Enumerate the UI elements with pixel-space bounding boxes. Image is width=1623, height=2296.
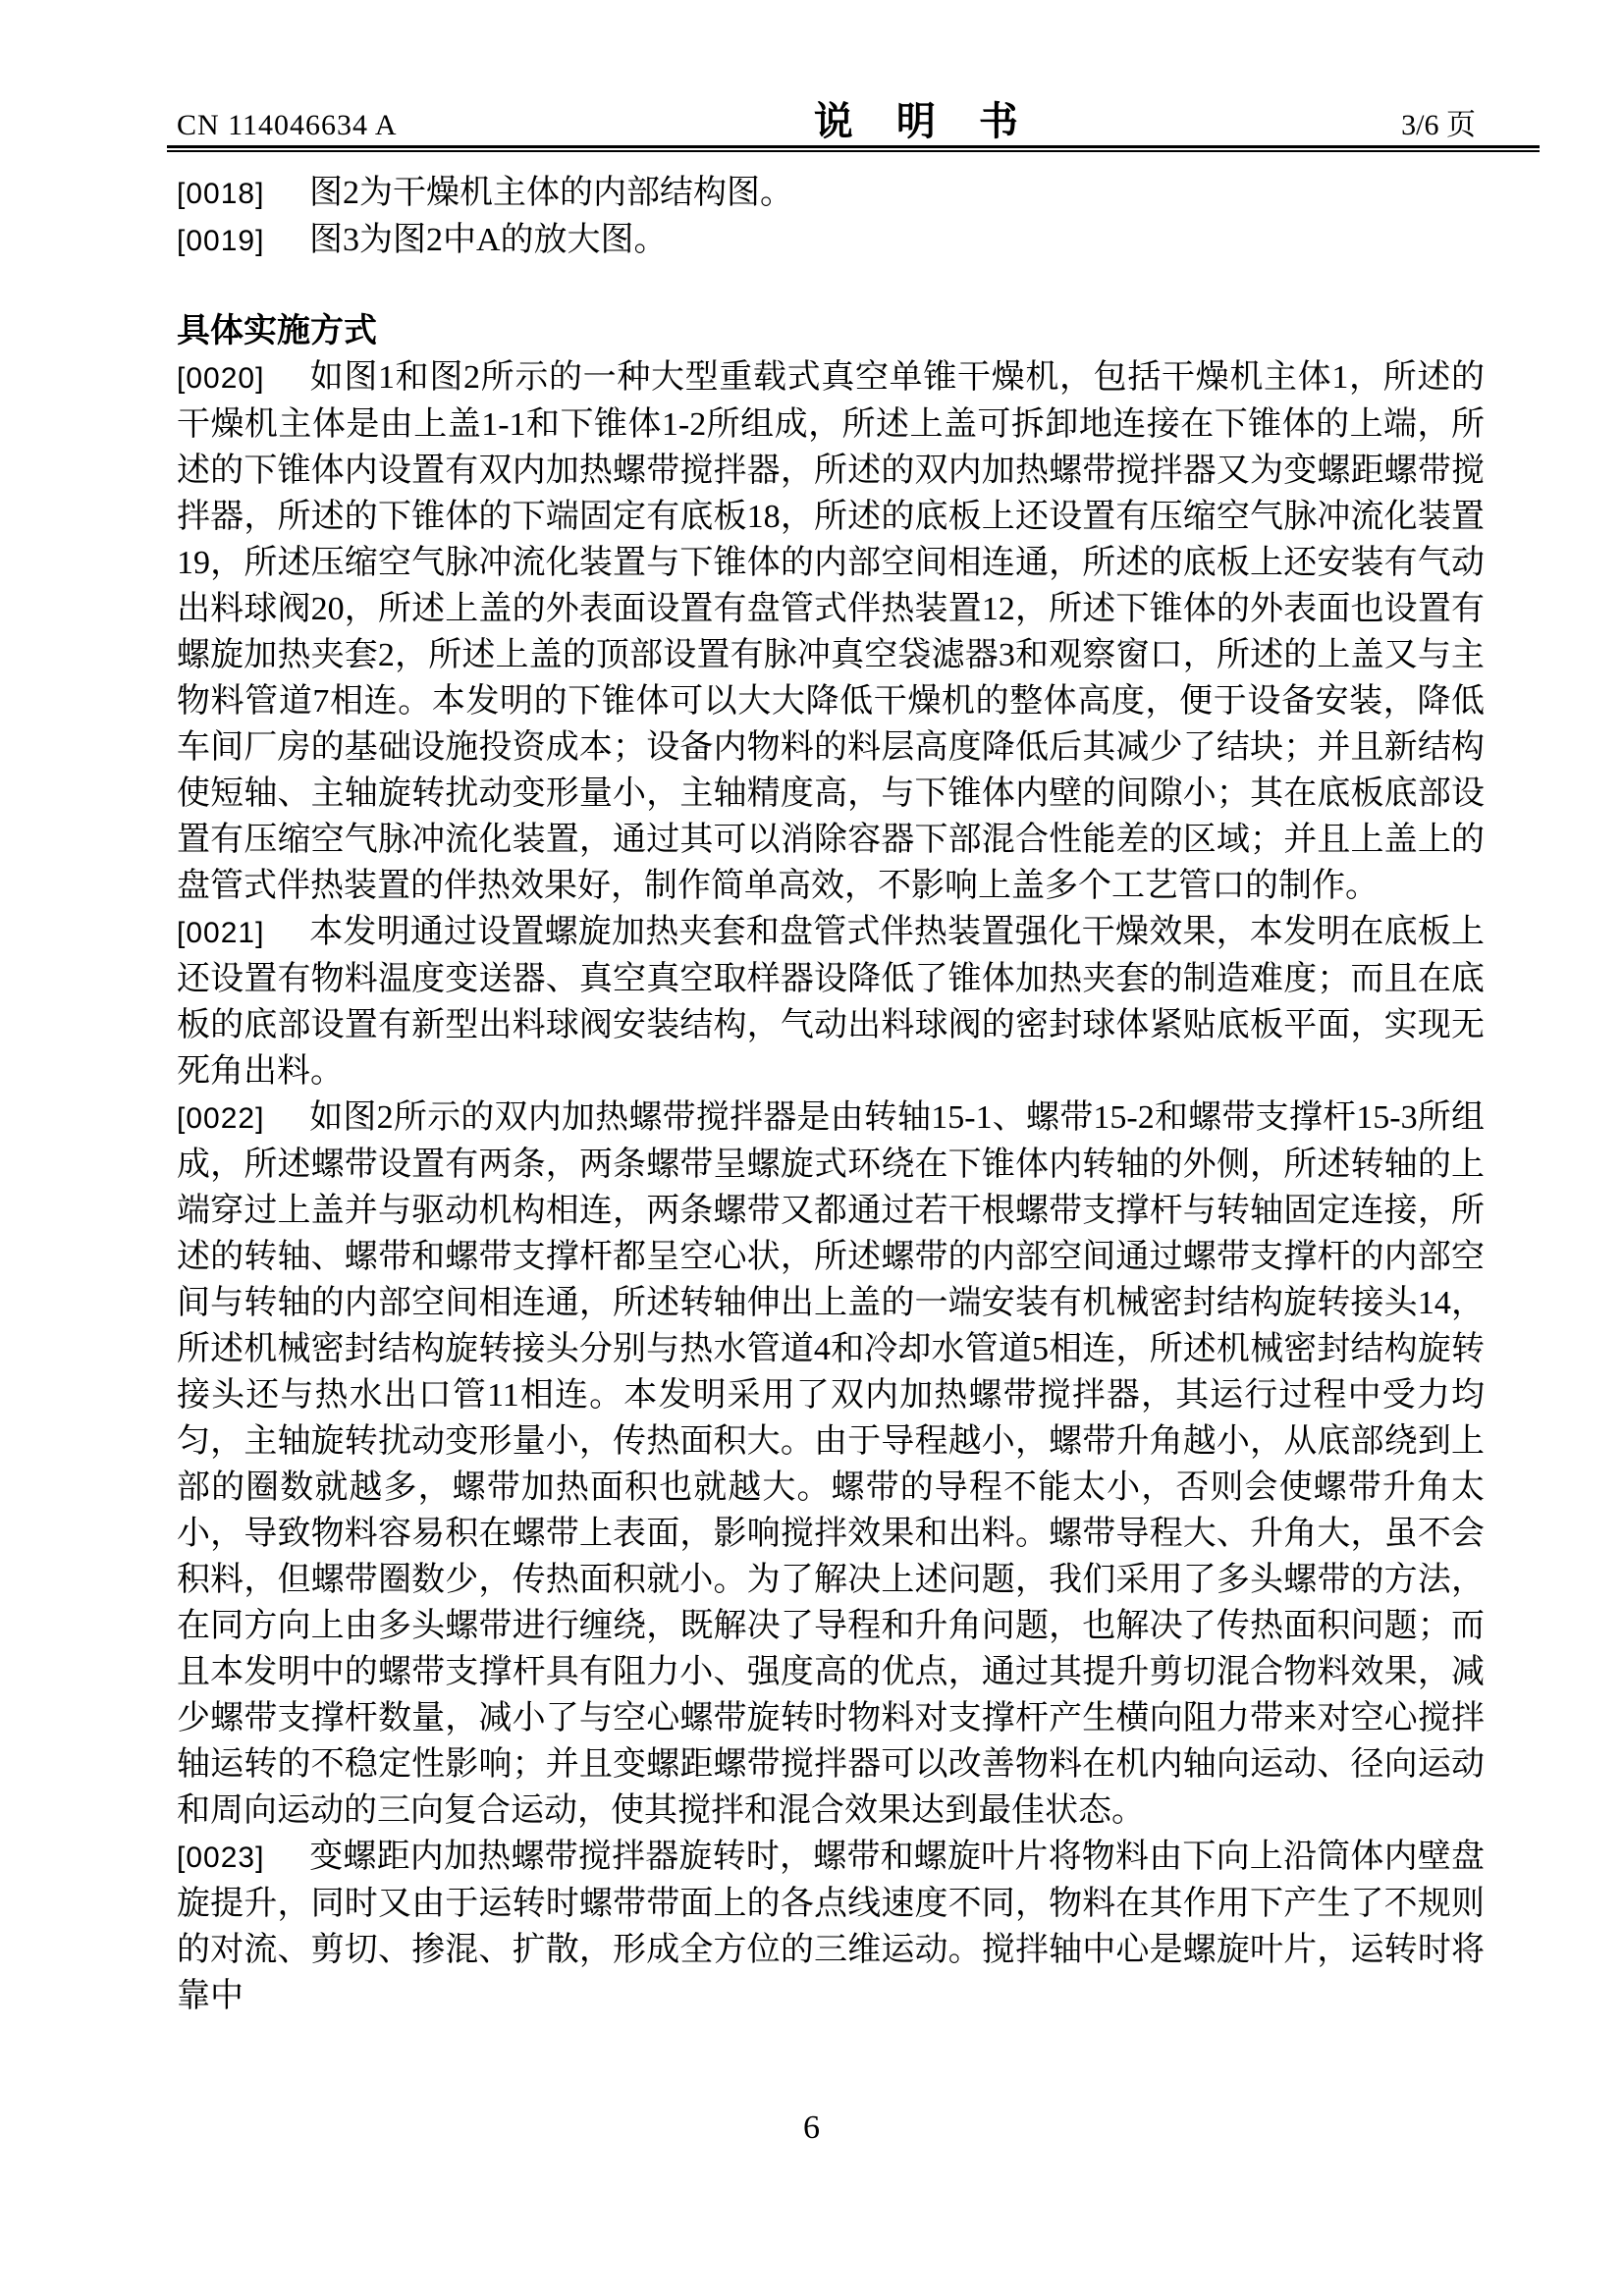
paragraph-text: 图2为干燥机主体的内部结构图。 (309, 175, 793, 211)
page-footer (0, 2109, 1623, 2148)
header-divider-rule (167, 145, 1540, 152)
document-body (177, 170, 1485, 2019)
patent-paragraph (177, 354, 1485, 909)
document-title: 说 明 书 (813, 99, 1020, 143)
paragraph-number: [0020] (177, 362, 265, 395)
page-header (177, 90, 1476, 146)
paragraph-text: 变螺距内加热螺带搅拌器旋转时，螺带和螺旋叶片将物料由下向上沿筒体内壁盘旋提升，同时又由于运转时螺带带面上的各点线速度不同，物料在其作用下产生了不规则的对流、剪切、掺混、扩散，形成全方位的三维运动。搅拌轴中心是螺旋叶片，运转时将靠中 (177, 1839, 1485, 2014)
page-indicator: 3/6 页 (1401, 109, 1476, 141)
paragraph-number: [0018] (177, 178, 265, 210)
patent-paragraph (177, 1095, 1485, 1834)
paragraph-number: [0023] (177, 1842, 265, 1874)
paragraph-number: [0021] (177, 917, 265, 949)
publication-number: CN 114046634 A (177, 109, 398, 141)
patent-paragraph (177, 909, 1485, 1095)
paragraph-text: 如图2所示的双内加热螺带搅拌器是由转轴15-1、螺带15-2和螺带支撑杆15-3所组成，所述螺带设置有两条，两条螺带呈螺旋式环绕在下锥体内转轴的外侧，所述转轴的上端穿过上盖并与驱动机构相连，两条螺带又都通过若干根螺带支撑杆与转轴固定连接，所述的转轴、螺带和螺带支撑杆都呈空心状，所述螺带的内部空间通过螺带支撑杆的内部空间与转轴的内部空间相连通，所述转轴伸出上盖的一端安装有机械密封结构旋转接头14，所述机械密封结构旋转接头分别与热水管道4和冷却水管道5相连，所述机械密封结构旋转接头还与热水出口管11相连。本发明采用了双内加热螺带搅拌器，其运行过程中受力均匀，主轴旋转扰动变形量小，传热面积大。由于导程越小，螺带升角越小，从底部绕到上部的圈数就越多，螺带加热面积也就越大。螺带的导程不能太小，否则会使螺带升角太小，导致物料容易积在螺带上表面，影响搅拌效果和出料。螺带导程大、升角大，虽不会积料，但螺带圈数少，传热面积就小。为了解决上述问题，我们采用了多头螺带的方法，在同方向上由多头螺带进行缠绕，既解决了导程和升角问题，也解决了传热面积问题；而且本发明中的螺带支撑杆具有阻力小、强度高的优点，通过其提升剪切混合物料效果，减少螺带支撑杆数量，减小了与空心螺带旋转时物料对支撑杆产生横向阻力带来对空心搅拌轴运转的不稳定性影响；并且变螺距螺带搅拌器可以改善物料在机内轴向运动、径向运动和周向运动的三向复合运动，使其搅拌和混合效果达到最佳状态。 (177, 1099, 1485, 1829)
paragraph-number: [0019] (177, 225, 265, 257)
section-heading: 具体实施方式 (177, 312, 377, 349)
page-number: 6 (803, 2109, 820, 2146)
paragraph-text: 图3为图2中A的放大图。 (309, 222, 668, 258)
paragraph-number: [0022] (177, 1102, 265, 1135)
patent-paragraph (177, 1834, 1485, 2019)
paragraph-text: 如图1和图2所示的一种大型重载式真空单锥干燥机，包括干燥机主体1，所述的干燥机主体是由上盖1-1和下锥体1-2所组成，所述上盖可拆卸地连接在下锥体的上端，所述的下锥体内设置有双内加热螺带搅拌器，所述的双内加热螺带搅拌器又为变螺距螺带搅拌器，所述的下锥体的下端固定有底板18，所述的底板上还设置有压缩空气脉冲流化装置19，所述压缩空气脉冲流化装置与下锥体的内部空间相连通，所述的底板上还安装有气动出料球阀20，所述上盖的外表面设置有盘管式伴热装置12，所述下锥体的外表面也设置有螺旋加热夹套2，所述上盖的顶部设置有脉冲真空袋滤器3和观察窗口，所述的上盖又与主物料管道7相连。本发明的下锥体可以大大降低干燥机的整体高度，便于设备安装，降低车间厂房的基础设施投资成本；设备内物料的料层高度降低后其减少了结块；并且新结构使短轴、主轴旋转扰动变形量小，主轴精度高，与下锥体内壁的间隙小；其在底板底部设置有压缩空气脉冲流化装置，通过其可以消除容器下部混合性能差的区域；并且上盖上的盘管式伴热装置的伴热效果好，制作简单高效，不影响上盖多个工艺管口的制作。 (177, 359, 1485, 904)
paragraph-text: 本发明通过设置螺旋加热夹套和盘管式伴热装置强化干燥效果，本发明在底板上还设置有物料温度变送器、真空真空取样器设降低了锥体加热夹套的制造难度；而且在底板的底部设置有新型出料球阀安装结构，气动出料球阀的密封球体紧贴底板平面，实现无死角出料。 (177, 914, 1485, 1090)
figure-reference-paragraph (177, 170, 1485, 217)
figure-reference-paragraph (177, 217, 1485, 264)
